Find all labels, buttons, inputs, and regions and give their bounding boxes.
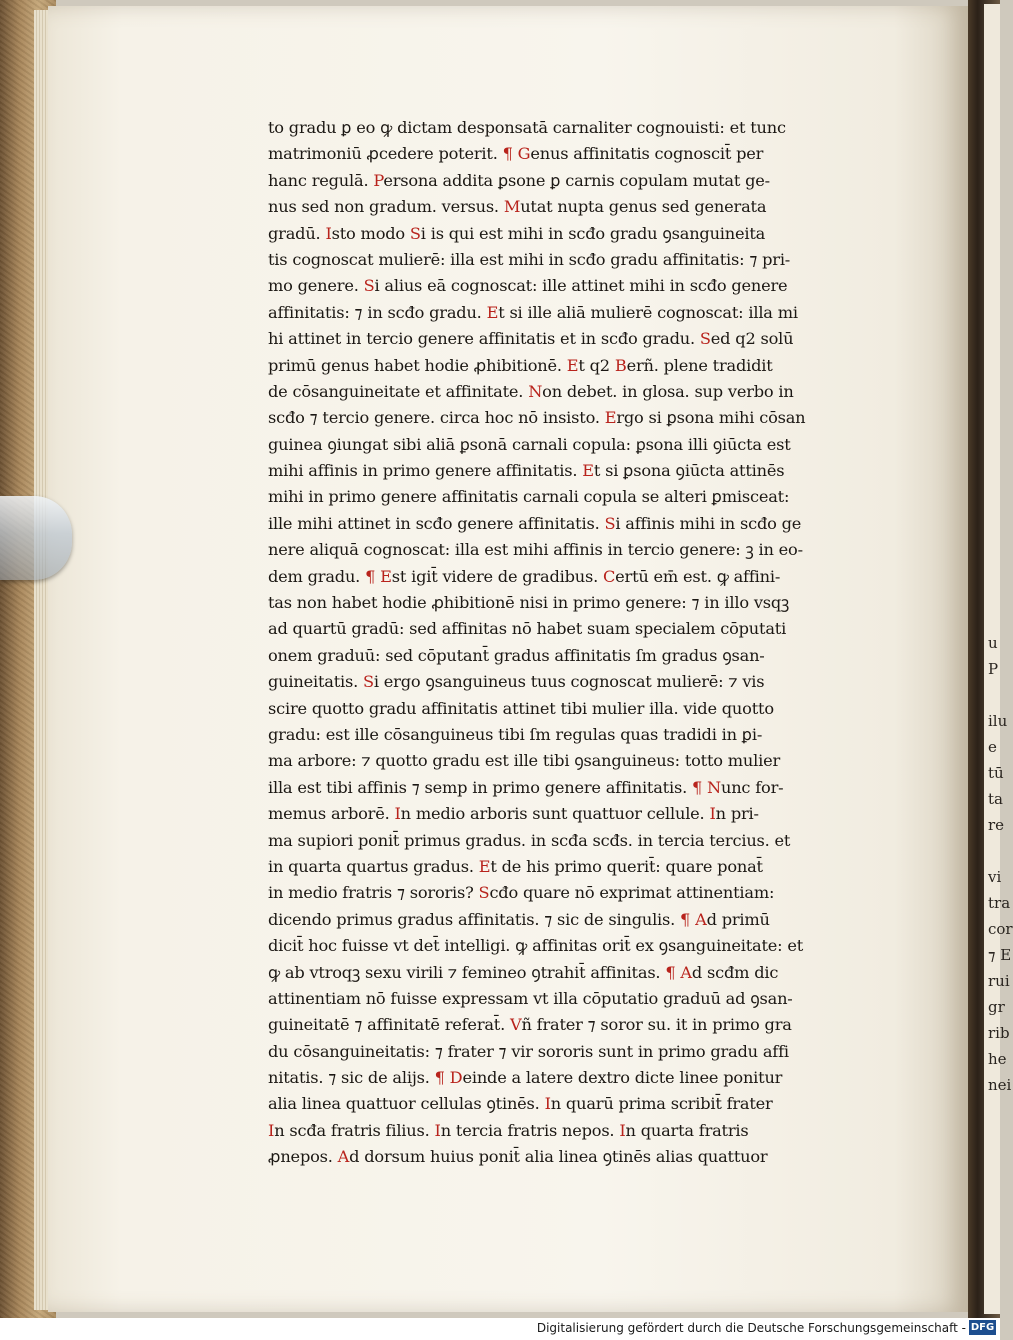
text-segment: attinentiam nō fuisse expressam vt illa cōputatio graduū ad ꝯsan- <box>268 988 793 1008</box>
text-line <box>268 247 908 273</box>
text-line <box>268 854 908 880</box>
text-segment: du cōsanguineitatis: ⁊ frater ⁊ vir sororis sunt in primo gradu affi <box>268 1041 789 1061</box>
text-segment: ꝙ ab vtroqꝫ sexu virili ⁊ femineo ꝯtrahit̄ affinitas. <box>268 962 666 982</box>
text-segment: on debet. in glosa. sup verbo in <box>542 381 794 401</box>
rubricated-initial: B <box>614 355 627 375</box>
rubricated-initial: S <box>478 883 490 903</box>
text-segment: in medio fratris ⁊ sororis? <box>268 883 479 903</box>
text-segment: dicit̄ hoc fuisse vt det̄ intelligi. ꝙ affinitas orit̄ ex ꝯsanguineitate: et <box>268 936 804 956</box>
text-segment: de cōsanguineitate et affinitate. <box>268 381 529 401</box>
text-line <box>268 933 908 959</box>
text-line <box>268 907 908 933</box>
text-segment: d scđm dic <box>691 962 779 982</box>
rubricated-initial: P <box>373 170 384 190</box>
text-line <box>268 1118 908 1144</box>
text-segment: rgo si ꝑsona mihi cōsan <box>616 408 806 428</box>
text-line <box>268 300 908 326</box>
text-segment: memus arborē. <box>268 804 395 824</box>
rubricated-initial: ¶ G <box>502 144 531 164</box>
text-segment: d primū <box>706 909 770 929</box>
rubricated-initial: A <box>337 1147 350 1167</box>
text-line <box>268 379 908 405</box>
page-clip <box>0 496 72 580</box>
text-line <box>268 405 908 431</box>
text-line <box>268 511 908 537</box>
rubricated-initial: S <box>363 276 375 296</box>
text-segment: onem graduū: sed cōputant̄ gradus affinitatis ſm gradus ꝯsan- <box>268 645 765 665</box>
text-segment: guinea ꝯiungat sibi aliā ꝑsonā carnali copula: ꝑsona illi ꝯiūcta est <box>268 434 791 454</box>
text-segment: hi attinet in tercio genere affinitatis et in scđo gradu. <box>268 329 700 349</box>
text-line <box>268 880 908 906</box>
text-line <box>268 141 908 167</box>
rubricated-initial: M <box>503 197 521 217</box>
text-segment: sto modo <box>331 223 410 243</box>
text-segment: einde a latere dextro dicte linee ponitur <box>462 1068 783 1088</box>
text-line <box>268 748 908 774</box>
text-segment: ma supiori ponit̄ primus gradus. in scđa scđs. in tercia tercius. et <box>268 830 791 850</box>
text-segment: matrimoniū ꝓcedere poterit. <box>268 144 503 164</box>
text-segment: mihi affinis in primo genere affinitatis. <box>268 461 583 481</box>
text-segment: ersona addita ꝑsone ꝑ carnis copulam mutat ge- <box>383 170 770 190</box>
text-segment: alia linea quattuor cellulas ꝯtinēs. <box>268 1094 545 1114</box>
text-segment: t si ꝑsona ꝯiūcta attinēs <box>593 461 785 481</box>
rubricated-initial: C <box>602 566 616 586</box>
text-segment: n tercia fratris nepos. <box>440 1120 620 1140</box>
text-segment: nitatis. ⁊ sic de alijs. <box>268 1068 435 1088</box>
rubricated-initial: I <box>268 1120 275 1140</box>
text-segment: guineitatē ⁊ affinitatē referat̄. <box>268 1015 510 1035</box>
text-segment: n quarta fratris <box>625 1120 749 1140</box>
text-segment: n medio arboris sunt quattuor cellule. <box>400 804 710 824</box>
text-line <box>268 775 908 801</box>
dfg-logo: DFG <box>970 1322 995 1333</box>
text-segment: affinitatis: ⁊ in scđo gradu. <box>268 302 487 322</box>
text-segment: to gradu ꝑ eo ꝙ dictam desponsatā carnaliter cognouisti: et tunc <box>268 118 786 137</box>
rubricated-initial: S <box>362 672 374 692</box>
text-segment: dicendo primus gradus affinitatis. ⁊ sic de singulis. <box>268 909 681 929</box>
next-page-text-fragments: u P ilu e tū ta re vi tra cor ⁊ E rui gr rib he nei <box>988 634 1013 1094</box>
text-segment: scire quotto gradu affinitatis attinet tibi mulier illa. vide quotto <box>268 698 774 718</box>
rubricated-initial: ¶ A <box>680 909 707 929</box>
text-line <box>268 1012 908 1038</box>
text-segment: unc for- <box>720 777 784 797</box>
text-line <box>268 696 908 722</box>
text-segment: t q2 <box>578 355 615 375</box>
text-segment: dem gradu. <box>268 566 366 586</box>
text-line <box>268 115 908 141</box>
text-segment: i ergo ꝯsanguineus tuus cognoscat mulierē: ⁊ vis <box>373 672 765 692</box>
rubricated-initial: E <box>582 461 594 481</box>
text-line <box>268 168 908 194</box>
text-line <box>268 1091 908 1117</box>
text-segment: nus sed non gradum. versus. <box>268 197 504 217</box>
text-segment: scđo ⁊ tercio genere. circa hoc nō insisto. <box>268 408 605 428</box>
rubricated-initial: S <box>409 223 421 243</box>
text-line <box>268 643 908 669</box>
text-line <box>268 669 908 695</box>
text-segment: ñ frater ⁊ soror su. it in primo gra <box>521 1015 792 1035</box>
rubricated-initial: V <box>510 1015 522 1035</box>
rubricated-initial: I <box>544 1094 551 1114</box>
text-line <box>268 484 908 510</box>
text-line <box>268 828 908 854</box>
rubricated-initial: I <box>394 804 401 824</box>
text-segment: tas non habet hodie ꝓhibitionē nisi in primo genere: ⁊ in illo vsqꝫ <box>268 593 790 613</box>
text-segment: illa est tibi affinis ⁊ semp in primo genere affinitatis. <box>268 777 692 797</box>
text-segment: i alius eā cognoscat: ille attinet mihi in scđo genere <box>374 276 788 296</box>
text-segment: gradū. <box>268 223 326 243</box>
rubricated-initial: ¶ A <box>665 962 692 982</box>
text-segment: in quarta quartus gradus. <box>268 856 479 876</box>
text-segment: guineitatis. <box>268 672 363 692</box>
text-segment: st igit̄ videre de gradibus. <box>391 566 603 586</box>
text-segment: i affinis mihi in scđo ge <box>615 513 802 533</box>
text-segment: ꝓnepos. <box>268 1147 338 1167</box>
text-line <box>268 458 908 484</box>
text-line <box>268 960 908 986</box>
text-line <box>268 432 908 458</box>
text-segment: mihi in primo genere affinitatis carnali copula se alteri ꝑmisceat: <box>268 487 790 507</box>
text-line <box>268 221 908 247</box>
rubricated-initial: ¶ E <box>365 566 392 586</box>
text-segment: utat nupta genus sed generata <box>520 197 767 217</box>
text-line <box>268 986 908 1012</box>
rubricated-initial: I <box>619 1120 626 1140</box>
text-segment: ma arbore: ⁊ quotto gradu est ille tibi ꝯsanguineus: totto mulier <box>268 751 781 771</box>
rubricated-initial: I <box>709 804 716 824</box>
text-line <box>268 616 908 642</box>
text-segment: ertū em̄ est. ꝙ affini- <box>615 566 781 586</box>
dfg-funding-notice: Digitalisierung gefördert durch die Deutsche Forschungsgemeinschaft - <box>536 1321 966 1335</box>
rubricated-initial: E <box>478 856 491 876</box>
text-segment: primū genus habet hodie ꝓhibitionē. <box>268 355 567 375</box>
text-segment: hanc regulā. <box>268 170 374 190</box>
text-segment: cđo quare nō exprimat attinentiam: <box>489 883 775 903</box>
text-line <box>268 326 908 352</box>
text-line <box>268 1039 908 1065</box>
text-segment: mo genere. <box>268 276 364 296</box>
text-line <box>268 1065 908 1091</box>
rubricated-initial: E <box>566 355 579 375</box>
text-line <box>268 194 908 220</box>
rubricated-initial: N <box>528 381 543 401</box>
text-line <box>268 590 908 616</box>
text-segment: nere aliquā cognoscat: illa est mihi affinis in tercio genere: ꝫ in eo- <box>268 540 803 560</box>
text-line <box>268 1144 908 1170</box>
text-segment: n pri- <box>715 804 759 824</box>
text-segment: t si ille aliā mulierē cognoscat: illa mi <box>498 302 798 322</box>
text-line <box>268 537 908 563</box>
rubricated-initial: E <box>604 408 617 428</box>
text-segment: d dorsum huius ponit̄ alia linea ꝯtinēs alias quattuor <box>349 1147 768 1167</box>
incunabulum-text-block <box>268 115 908 1171</box>
text-line <box>268 564 908 590</box>
rubricated-initial: E <box>486 302 499 322</box>
text-segment: enus affinitatis cognoscit̄ per <box>530 144 764 164</box>
text-segment: gradu: est ille cōsanguineus tibi ſm regulas quas tradidi in ꝑi- <box>268 724 763 744</box>
text-segment: erñ. plene tradidit <box>626 355 773 375</box>
text-segment: n quarū prima scribit̄ frater <box>550 1094 773 1114</box>
rubricated-initial: I <box>325 223 332 243</box>
text-segment: t de his primo querit̄: quare ponat̄ <box>490 856 763 876</box>
text-segment: ed q2 solū <box>710 329 794 349</box>
rubricated-initial: S <box>699 329 711 349</box>
text-segment: ad quartū gradū: sed affinitas nō habet suam specialem cōputati <box>268 619 787 639</box>
rubricated-initial: ¶ N <box>691 777 721 797</box>
rubricated-initial: I <box>434 1120 441 1140</box>
text-line <box>268 801 908 827</box>
text-segment: i is qui est mihi in scđo gradu ꝯsanguineita <box>420 223 766 243</box>
text-line <box>268 353 908 379</box>
text-line <box>268 273 908 299</box>
rubricated-initial: ¶ D <box>434 1068 463 1088</box>
text-line <box>268 722 908 748</box>
rubricated-initial: S <box>604 513 616 533</box>
text-segment: tis cognoscat mulierē: illa est mihi in scđo gradu affinitatis: ⁊ pri- <box>268 249 791 269</box>
text-segment: n scđa fratris filius. <box>274 1120 435 1140</box>
text-segment: ille mihi attinet in scđo genere affinitatis. <box>268 513 605 533</box>
